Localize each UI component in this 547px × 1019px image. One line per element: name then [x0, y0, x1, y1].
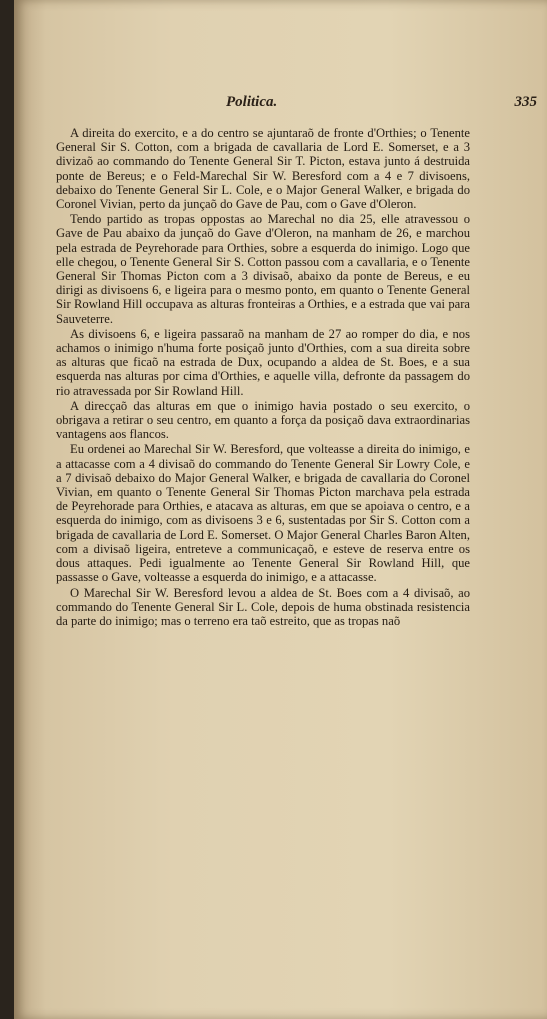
book-page [14, 0, 547, 1019]
page-number: 335 [514, 94, 537, 110]
paragraph-2: Tendo partido as tropas oppostas ao Marechal no dia 25, elle atravessou o Gave de Pau abaixo da junçaõ do Gave d'Oleron, na manham de 26, e marchou pela estrada de Peyrehorade para Orthies, sobre a esquerda do inimigo. Logo que elle chegou, o Tenente General Sir S. Cotton passou com a cavallaria, e o Tenente General Sir Thomas Picton com a 3 divisaõ, abaixo da ponte de Bereus, e eu dirigi as divisoens 6, e ligeira para o mesmo ponto, em quanto o Tenente General Sir Rowland Hill occupava as alturas fronteiras a Orthies, e a estrada que vai para Sauveterre. [56, 212, 470, 326]
paragraph-6: O Marechal Sir W. Beresford levou a aldea de St. Boes com a 4 divisaõ, ao commando do Tenente General Sir L. Cole, depois de huma obstinada resistencia da parte do inimigo; mas o terreno era taõ estreito, que as tropas naõ [56, 585, 470, 628]
page-body [56, 126, 470, 629]
running-title: Politica. [226, 94, 278, 110]
paragraph-5: Eu ordenei ao Marechal Sir W. Beresford, que volteasse a direita do inimigo, e a attacasse com a 4 divisaõ do commando do Tenente General Sir Lowry Cole, e a 7 divisaõ debaixo do Major General Walker, e brigada de cavallaria do Coronel Vivian, em quanto o Tenente General Sir Thomas Picton marchava pela estrada de Peyrehorade para Orthies, e atacava as alturas, em que se apoiava o centro, e a esquerda do inimigo, com as divisoens 3 e 6, sustentadas por Sir S. Cotton com a brigada de cavallaria de Lord E. Somerset. O Major General Charles Baron Alten, com a divisaõ ligeira, entreteve a communicaçaõ, e esteve de reserva entre os dous attaques. Pedi igualmente ao Tenente General Sir Rowland Hill, que passasse o Gave, volteasse a esquerda do inimigo, e a attacasse. [56, 442, 470, 585]
paragraph-1: A direita do exercito, e a do centro se ajuntaraõ de fronte d'Orthies; o Tenente General Sir S. Cotton, com a brigada de cavallaria de Lord E. Somerset, e a 3 divizaõ ao commando do Tenente General Sir T. Picton, estava junto á destruida ponte de Bereus; e o Feld-Marechal Sir W. Beresford com a 4 e 7 divisoens, debaixo do Tenente General Sir L. Cole, e o Major General Walker, e brigada do Coronel Vivian, perto da junçaõ do Gave de Pau, com o Gave d'Oleron. [56, 126, 470, 212]
page-header [14, 94, 547, 114]
paragraph-3: As divisoens 6, e ligeira passaraõ na manham de 27 ao romper do dia, e nos achamos o inimigo n'huma forte posiçaõ junto d'Orthies, com a sua direita sobre as alturas que ficaõ na estrada de Dux, ocupando a aldea de St. Boes, e a sua esquerda nas alturas por cima d'Orthies, e aquelle villa, defronte da passagem do rio atravessada por Sir Rowland Hill. [56, 326, 470, 398]
paragraph-4: A direcçaõ das alturas em que o inimigo havia postado o seu exercito, o obrigava a retirar o seu centro, em quanto a força da posiçaõ dava extraordinarias vantagens aos flancos. [56, 398, 470, 442]
